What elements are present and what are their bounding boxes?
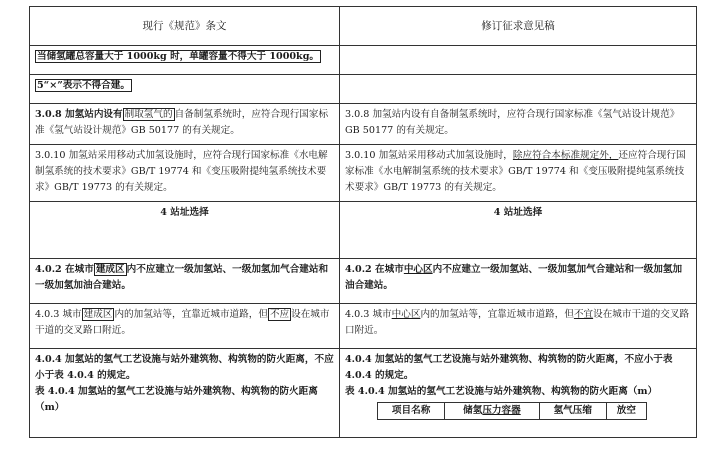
cell-tank-capacity [30,46,340,75]
header-revision-draft: 修订征求意见稿 [340,7,697,46]
clause-3-0-10-revised: 3.0.10 加氢站采用移动式加氢设施时，除应符合本标准规定外，还应符合现行国家标准《水电解制氢系统的技术要求》GB/T 19774 和《变压吸附提纯氢系统技术要求》GB/T 19773 的有关规定。 [340,145,697,202]
cell-empty-2 [340,75,697,104]
table-4-0-4-caption: 表 4.0.4 加氢站的氢气工艺设施与站外建筑物、构筑物的防火距离（m） [35,386,318,413]
note-text: 5“×”表示不得合建。 [37,80,130,91]
clause-4-0-2-current: 4.0.2 在城市 建成区 内不应建立一级加氢站、一级加氢加气合建站和一级加氢加油合建站。 [30,259,340,304]
clause-4-0-3-current: 4.0.3 城市 建成区 内的加氢站等，宜靠近城市道路，但 不应 设在城市干道的交叉路口附近。 [30,304,340,349]
table-4-0-4 [377,402,647,420]
header-current-spec: 现行《规范》条文 [30,7,340,46]
section-4-revised: 4 站址选择 [340,202,697,259]
clause-4-0-4-text-revised: 4.0.4 加氢站的氢气工艺设施与站外建筑物、构筑物的防火距离，不应小于表 4.0.4 的规定。 [345,354,673,381]
col-project-name: 项目名称 [378,403,445,420]
tank-capacity-text: 当储氢罐总容量大于 1000kg 时，单罐容量不得大于 1000kg。 [37,51,320,62]
clause-4-0-4-text: 4.0.4 加氢站的氢气工艺设施与站外建筑物、构筑物的防火距离，不应小于表 4.0.4 的规定。 [35,354,334,381]
clause-4-0-2-revised: 4.0.2 在城市中心区内不应建立一级加氢站、一级加氢加气合建站和一级加氢加油合建站。 [340,259,697,304]
clause-3-0-10-current: 3.0.10 加氢站采用移动式加氢设施时，应符合现行国家标准《水电解制氢系统的技术要求》GB/T 19774 和《变压吸附提纯氢系统技术要求》GB/T 19773 的有关规定。 [30,145,340,202]
clause-4-0-4-current [30,349,340,438]
cell-note [30,75,340,104]
section-4-current: 4 站址选择 [30,202,340,259]
cell-empty-1 [340,46,697,75]
clause-4-0-3-revised: 4.0.3 城市中心区内的加氢站等，宜靠近城市道路，但不宜设在城市干道的交叉路口附近。 [340,304,697,349]
col-vent: 放空 [606,403,646,420]
col-storage-vessel: 储氢压力容器 [445,403,539,420]
comparison-table [29,6,697,438]
clause-4-0-4-revised [340,349,697,438]
clause-3-0-8-current: 3.0.8 加氢站内设有 制取氢气的 自备制氢系统时，应符合现行国家标准《氢气站设计规范》GB 50177 的有关规定。 [30,104,340,145]
col-compression: 氢气压缩 [539,403,606,420]
table-4-0-4-caption-revised: 表 4.0.4 加氢站的氢气工艺设施与站外建筑物、构筑物的防火距离（m） [345,386,658,397]
clause-3-0-8-revised: 3.0.8 加氢站内设有自备制氢系统时，应符合现行国家标准《氢气站设计规范》GB 50177 的有关规定。 [340,104,697,145]
